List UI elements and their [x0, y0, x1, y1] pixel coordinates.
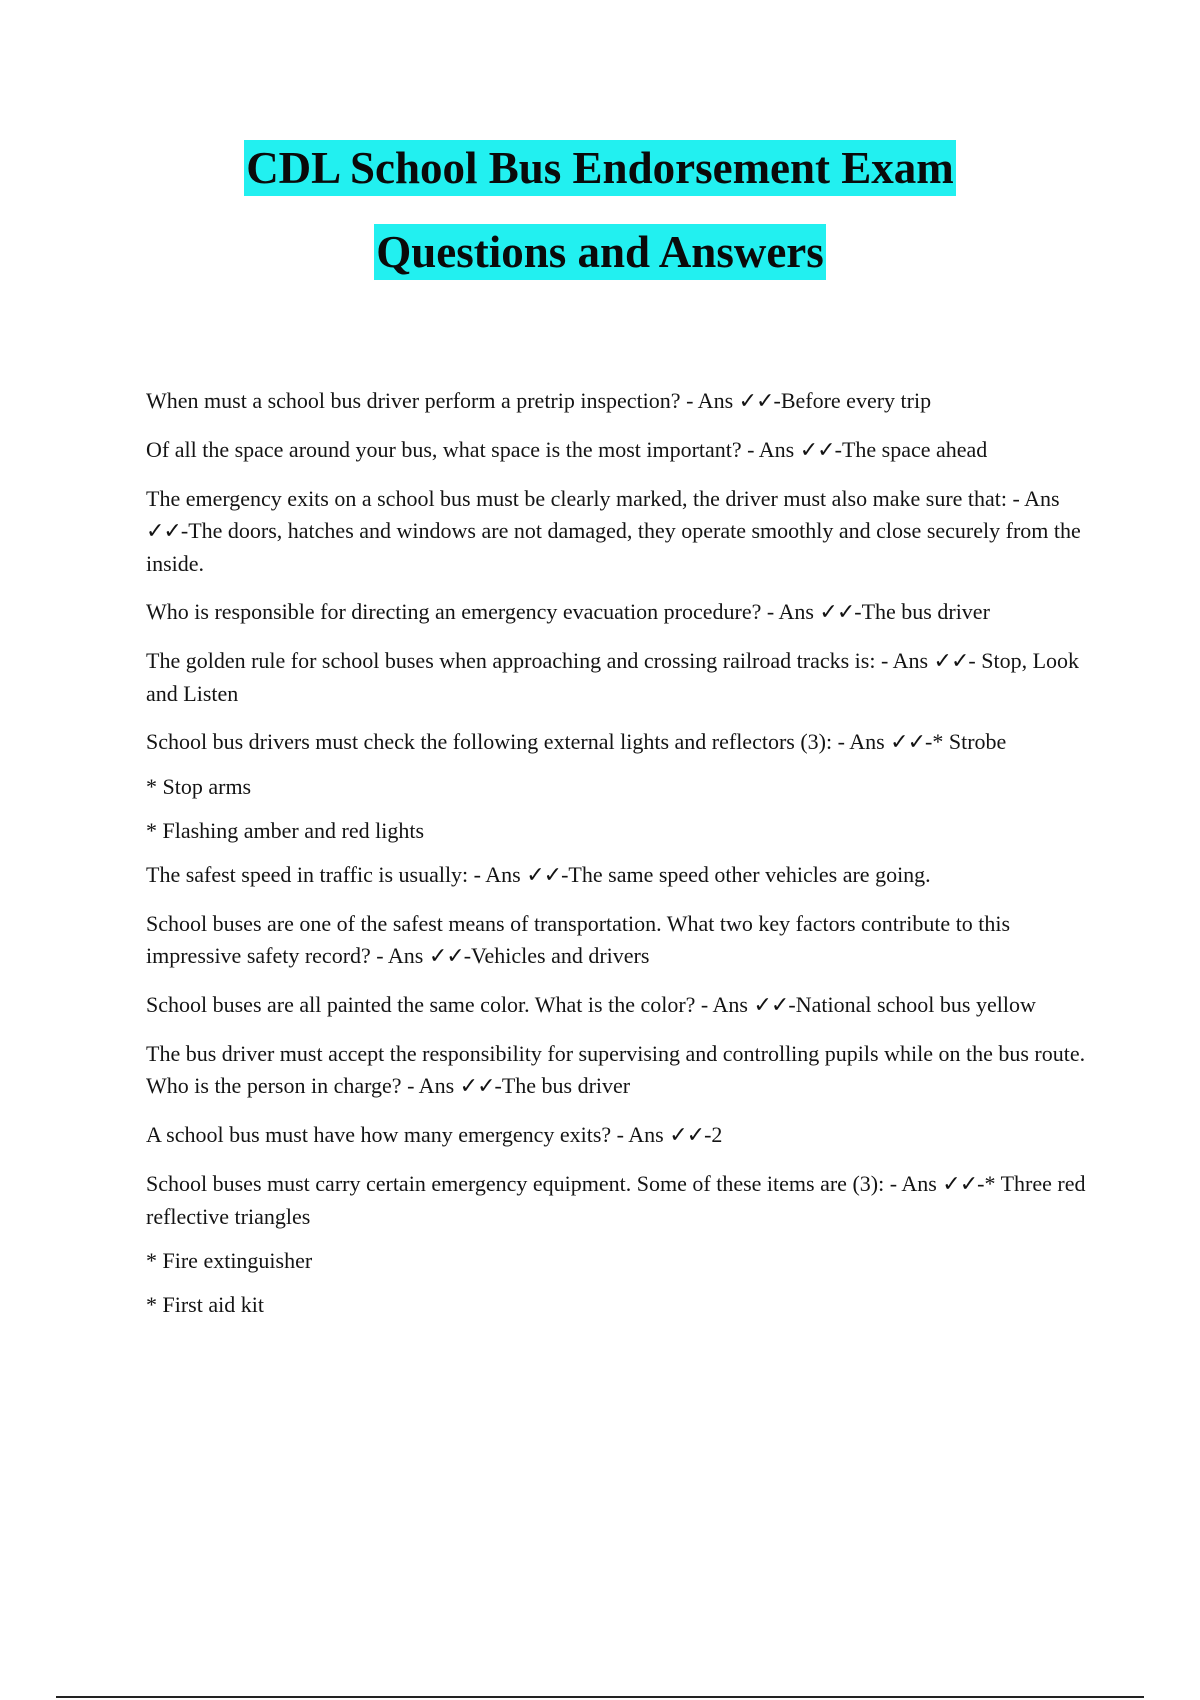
double-check-icon: ✓✓ [146, 519, 181, 544]
question-text: School buses are all painted the same color. What is the color? - Ans [146, 992, 754, 1017]
list-item: * Flashing amber and red lights [146, 818, 425, 843]
question-text: School bus drivers must check the following external lights and reflectors (3): - Ans [146, 729, 891, 754]
answer-text: -* Three red reflective triangles [146, 1171, 1086, 1229]
qa-item [146, 483, 1086, 580]
title-line-1: CDL School Bus Endorsement Exam [244, 140, 956, 196]
double-check-icon: ✓✓ [669, 1123, 705, 1148]
question-text: When must a school bus driver perform a pretrip inspection? - Ans [146, 388, 739, 413]
double-check-icon: ✓✓ [933, 649, 969, 674]
list-item: * Stop arms [146, 774, 252, 799]
double-check-icon: ✓✓ [738, 389, 774, 414]
question-text: The emergency exits on a school bus must be clearly marked, the driver must also make sure that: - Ans [146, 486, 1060, 511]
answer-text: -Before every trip [773, 388, 932, 413]
qa-item [146, 1119, 1086, 1152]
double-check-icon: ✓✓ [428, 944, 464, 969]
qa-item [146, 859, 1086, 892]
double-check-icon: ✓✓ [799, 438, 835, 463]
question-text: The bus driver must accept the responsibility for supervising and controlling pupils while on the bus route. Who is the person in charge? - Ans [146, 1041, 1086, 1098]
qa-item [146, 989, 1086, 1022]
footer-divider [56, 1696, 1144, 1698]
answer-text: -National school bus yellow [788, 992, 1036, 1017]
list-item: * Fire extinguisher [146, 1248, 313, 1273]
qa-item [146, 385, 1086, 418]
question-text: Who is responsible for directing an emergency evacuation procedure? - Ans [146, 599, 820, 624]
question-text: School buses must carry certain emergency equipment. Some of these items are (3): - Ans [146, 1171, 943, 1196]
double-check-icon: ✓✓ [942, 1172, 978, 1197]
qa-item [146, 434, 1086, 467]
question-text: A school bus must have how many emergency exits? - Ans [146, 1122, 670, 1147]
answer-text: -* Strobe [925, 729, 1007, 754]
qa-item [146, 1038, 1086, 1103]
answer-text: -Vehicles and drivers [463, 943, 650, 968]
qa-item [146, 645, 1086, 710]
answer-text: -The same speed other vehicles are going. [561, 862, 931, 887]
list-item: * First aid kit [146, 1292, 264, 1317]
title-line-2: Questions and Answers [374, 224, 826, 280]
question-text: School buses are one of the safest means of transportation. What two key factors contribute to this impressive safety record? - Ans [146, 911, 1011, 968]
qa-item [146, 1168, 1086, 1233]
qa-item [146, 726, 1086, 759]
qa-list [146, 385, 1086, 1333]
double-check-icon: ✓✓ [819, 600, 855, 625]
double-check-icon: ✓✓ [459, 1074, 495, 1099]
question-text: The safest speed in traffic is usually: - Ans [146, 862, 527, 887]
answer-text: -2 [704, 1122, 723, 1147]
answer-text: -The bus driver [494, 1073, 631, 1098]
double-check-icon: ✓✓ [890, 730, 926, 755]
answer-text: -The space ahead [834, 437, 988, 462]
document-title [0, 140, 1200, 308]
answer-text: -The doors, hatches and windows are not damaged, they operate smoothly and close securely from the inside. [146, 518, 1081, 576]
double-check-icon: ✓✓ [753, 993, 789, 1018]
double-check-icon: ✓✓ [526, 863, 562, 888]
answer-text: -The bus driver [854, 599, 990, 624]
question-text: The golden rule for school buses when approaching and crossing railroad tracks is: - Ans [146, 648, 934, 673]
answer-text: - Stop, Look and Listen [146, 648, 1080, 706]
qa-item [146, 908, 1086, 973]
question-text: Of all the space around your bus, what space is the most important? - Ans [146, 437, 800, 462]
qa-item [146, 596, 1086, 629]
